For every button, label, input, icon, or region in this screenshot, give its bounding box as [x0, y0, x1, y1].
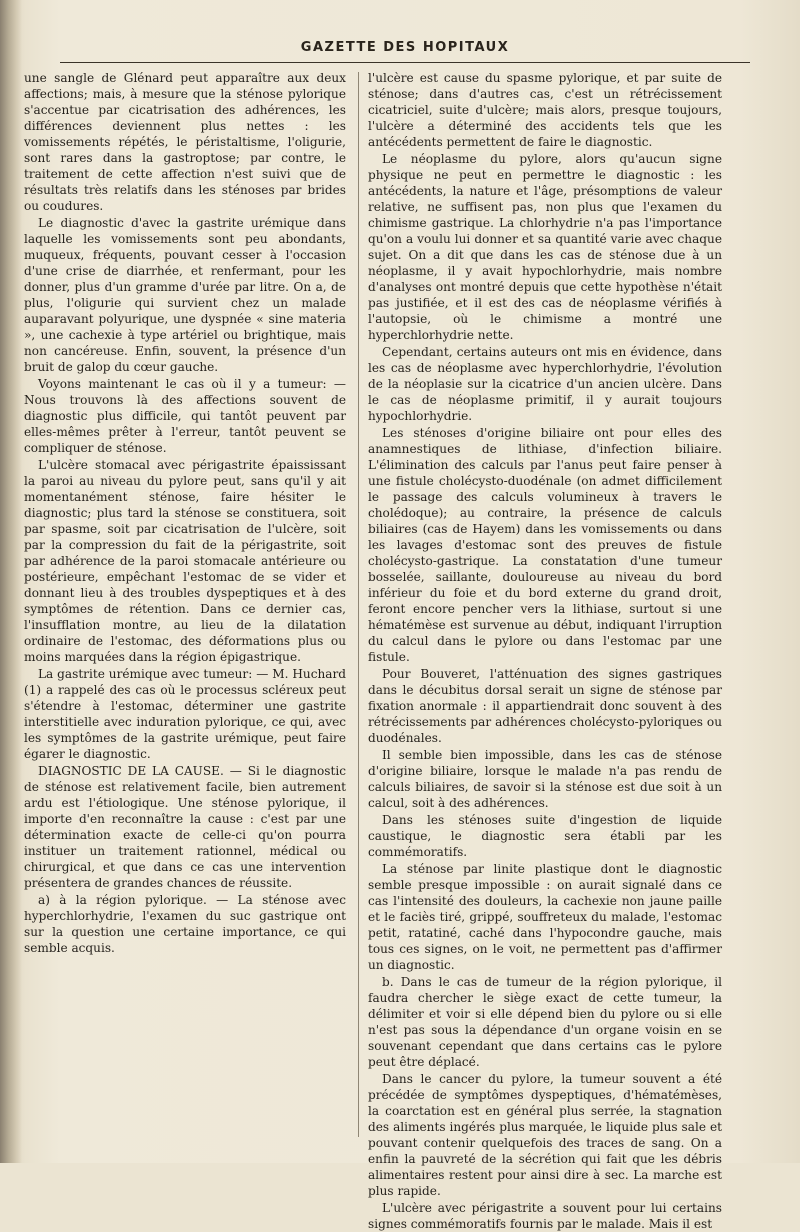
right-column: [368, 70, 722, 1231]
right-paragraph-2: Le néoplasme du pylore, alors qu'aucun signe physique ne peut en permettre le diagnostic : les antécédents, la nature et l'âge, présomptions de valeur relative, ne suffisent pas, non plus que l'examen du chimisme gastrique. La chlorhydrie n'a pas l'importance qu'on a voulu lui donner et sa quantité varie avec chaque sujet. On a dit que dans les cas de sténose due à un néoplasme, il y avait hypochlorhydrie, mais nombre d'analyses ont montré depuis que cette hypothèse n'était pas justifiée, et il est des cas de néoplasme vérifiés à l'autopsie, où le chimisme a montré une hyperchlorhydrie nette.: [368, 152, 722, 342]
header-rule: [60, 62, 750, 63]
right-paragraph-11: L'ulcère avec périgastrite a souvent pour lui certains signes commémoratifs fournis par le malade. Mais il est: [368, 1201, 722, 1231]
left-paragraph-3: Voyons maintenant le cas où il y a tumeur: — Nous trouvons là des affections souvent de diagnostic plus difficile, qui tantôt peuvent par elles-mêmes prêter à l'erreur, tantôt peuvent se compliquer de sténose.: [24, 377, 346, 455]
right-paragraph-9: b. Dans le cas de tumeur de la région pylorique, il faudra chercher le siège exact de cette tumeur, la délimiter et voir si elle dépend bien du pylore ou si elle n'est pas sous la dépendance d'un organe voisin en se souvenant cependant que dans certains cas le pylore peut être déplacé.: [368, 975, 722, 1069]
page-header: [60, 32, 750, 62]
left-column: [24, 70, 346, 1142]
right-paragraph-10: Dans le cancer du pylore, la tumeur souvent a été précédée de symptômes dyspeptiques, d'hématémèses, la coarctation est en général plus serrée, la stagnation des aliments ingérés plus marquée, le liquide plus sale et pouvant contenir quelquefois des traces de sang. On a enfin la pauvreté de la sécrétion qui fait que les débris alimentaires restent pour ainsi dire à sec. La marche est plus rapide.: [368, 1072, 722, 1198]
right-paragraph-3: Cependant, certains auteurs ont mis en évidence, dans les cas de néoplasme avec hyperchlorhydrie, l'évolution de la néoplasie sur la cicatrice d'un ancien ulcère. Dans le cas de néoplasme primitif, il y aurait toujours hypochlorhydrie.: [368, 345, 722, 423]
left-paragraph-5: La gastrite urémique avec tumeur: — M. Huchard (1) a rappelé des cas où le processus scléreux peut s'étendre à l'estomac, déterminer une gastrite interstitielle avec induration pylorique, ce qui, avec les symptômes de la gastrite urémique, peut faire égarer le diagnostic.: [24, 667, 346, 761]
page-binding-shadow: [0, 0, 22, 1163]
left-paragraph-6: DIAGNOSTIC DE LA CAUSE. — Si le diagnostic de sténose est relativement facile, bien autrement ardu est l'étiologique. Une sténose pylorique, il importe d'en reconnaître la cause : c'est par une détermination exacte de celle-ci qu'on pourra instituer un traitement rationnel, médical ou chirurgical, et que dans ce cas une intervention présentera de grandes chances de réussite.: [24, 764, 346, 890]
right-paragraph-6: Il semble bien impossible, dans les cas de sténose d'origine biliaire, lorsque le malade n'a pas rendu de calculs biliaires, de savoir si la sténose est due soit à un calcul, soit à des adhérences.: [368, 748, 722, 810]
left-paragraph-7: a) à la région pylorique. — La sténose avec hyperchlorhydrie, l'examen du suc gastrique ont sur la question une certaine importance, ce qui semble acquis.: [24, 893, 346, 955]
right-paragraph-1: l'ulcère est cause du spasme pylorique, et par suite de sténose; dans d'autres cas, c'est un rétrécissement cicatriciel, suite d'ulcère; mais alors, presque toujours, l'ulcère a déterminé des accidents tels que les antécédents permettent de faire le diagnostic.: [368, 71, 722, 149]
column-divider: [358, 72, 359, 1137]
right-paragraph-4: Les sténoses d'origine biliaire ont pour elles des anamnestiques de lithiase, d'infection biliaire. L'élimination des calculs par l'anus peut faire penser à une fistule cholécysto-duodénale (on admet difficilement le passage des calculs volumineux à travers le cholédoque); au contraire, la présence de calculs biliaires (cas de Hayem) dans les vomissements ou dans les lavages d'estomac sont des preuves de fistule cholécysto-gastrique. La constatation d'une tumeur bosselée, saillante, douloureuse au niveau du bord inférieur du foie et du bord externe du grand droit, feront encore pencher vers la lithiase, surtout si une hématémèse est survenue au début, indiquant l'irruption du calcul dans le pylore ou dans l'estomac par une fistule.: [368, 426, 722, 664]
right-paragraph-8: La sténose par linite plastique dont le diagnostic semble presque impossible : on aurait signalé dans ce cas l'intensité des douleurs, la cachexie non jaune paille et le faciès tiré, grippé, souffreteux du malade, l'estomac petit, ratatiné, caché dans l'hypocondre gauche, mais tous ces signes, on le voit, ne permettent pas d'affirmer un diagnostic.: [368, 862, 722, 972]
left-paragraph-1: une sangle de Glénard peut apparaître aux deux affections; mais, à mesure que la sténose pylorique s'accentue par cicatrisation des adhérences, les différences deviennent plus nettes : les vomissements répétés, le péristaltisme, l'oligurie, sont rares dans la gastroptose; par contre, le traitement de cette affection n'est suivi que de résultats très relatifs dans les sténoses par brides ou coudures.: [24, 71, 346, 213]
right-paragraph-5: Pour Bouveret, l'atténuation des signes gastriques dans le décubitus dorsal serait un signe de sténose par fixation anormale : il appartiendrait donc souvent à des rétrécissements par adhérences cholécysto-pyloriques ou duodénales.: [368, 667, 722, 745]
left-paragraph-2: Le diagnostic d'avec la gastrite urémique dans laquelle les vomissements sont peu abondants, muqueux, fréquents, pouvant cesser à l'occasion d'une crise de diarrhée, et renfermant, pour les donner, plus d'un gramme d'urée par litre. On a, de plus, l'oligurie qui survient chez un malade auparavant polyurique, une dyspnée « sine materia », une cachexie à type artériel ou brightique, mais non cancéreuse. Enfin, souvent, la présence d'un bruit de galop du cœur gauche.: [24, 216, 346, 374]
right-paragraph-7: Dans les sténoses suite d'ingestion de liquide caustique, le diagnostic sera établi par les commémoratifs.: [368, 813, 722, 859]
page-title: GAZETTE DES HOPITAUX: [300, 40, 510, 55]
left-paragraph-4: L'ulcère stomacal avec périgastrite épaississant la paroi au niveau du pylore peut, sans qu'il y ait momentanément sténose, faire hésiter le diagnostic; plus tard la sténose se constituera, soit par spasme, soit par cicatrisation de l'ulcère, soit par la compression du fait de la périgastrite, soit par adhérence de la paroi stomacale antérieure ou postérieure, empêchant l'estomac de se vider et donnant lieu à des troubles dyspeptiques et à des symptômes de rétention. Dans ce dernier cas, l'insufflation montre, au lieu de la dilatation ordinaire de l'estomac, des déformations plus ou moins marquées dans la région épigastrique.: [24, 458, 346, 664]
